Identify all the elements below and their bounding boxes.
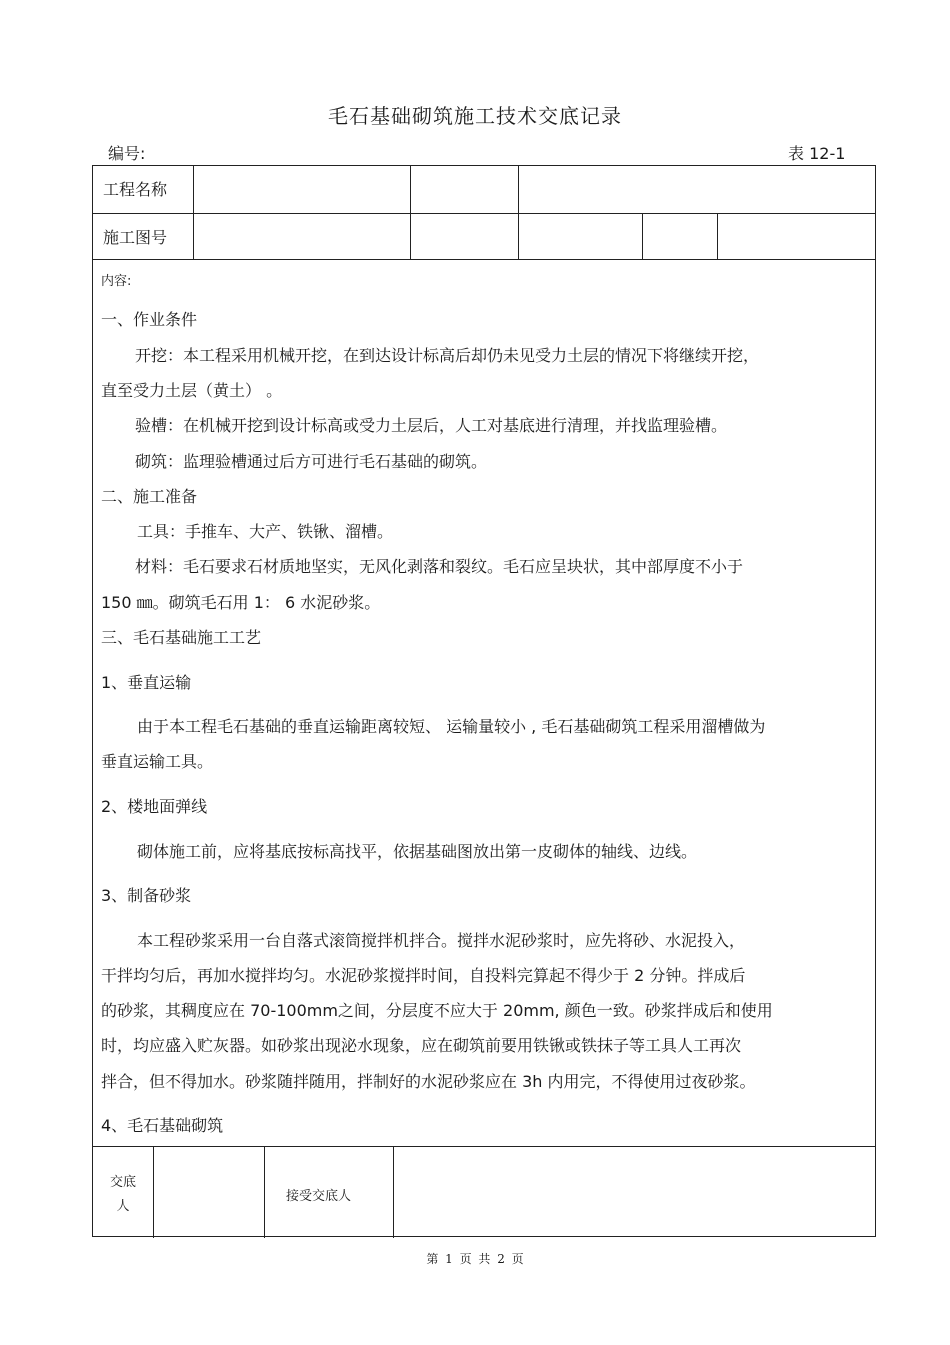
paragraph-line: 开挖：本工程采用机械开挖，在到达设计标高后却仍未见受力土层的情况下将继续开挖， — [135, 346, 760, 365]
paragraph-line: 拌合，但不得加水。砂浆随拌随用，拌制好的水泥砂浆应在 3h 内用完，不得使用过夜砂浆。 — [101, 1072, 756, 1091]
subsection-heading: 4、毛石基础砌筑 — [101, 1116, 224, 1135]
content-label: 内容: — [101, 274, 132, 289]
disclosure-table — [92, 165, 876, 1237]
paragraph-line: 150 ㎜。砌筑毛石用 1： 6 水泥砂浆。 — [101, 593, 381, 612]
paragraph-line: 本工程砂浆采用一台自落式滚筒搅拌机拌合。搅拌水泥砂浆时，应先将砂、水泥投入， — [137, 931, 746, 950]
paragraph-line: 砌体施工前，应将基底按标高找平，依据基础图放出第一皮砌体的轴线、边线。 — [137, 842, 698, 861]
section-heading: 二、施工准备 — [101, 487, 198, 506]
section-heading: 三、毛石基础施工工艺 — [101, 628, 262, 647]
paragraph-line: 直至受力土层（黄土） 。 — [101, 381, 283, 400]
column-divider — [410, 166, 411, 259]
receiver-signature-field[interactable] — [394, 1147, 875, 1237]
subsection-heading: 1、垂直运输 — [101, 673, 192, 692]
paragraph-line: 的砂浆，其稠度应在 70-100mm之间，分层度不应大于 20mm, 颜色一致。砂浆拌成后和使用 — [101, 1001, 773, 1020]
paragraph-line: 时，均应盛入贮灰器。如砂浆出现泌水现象，应在砌筑前要用铁锹或铁抹子等工具人工再次 — [101, 1036, 742, 1055]
paragraph-line: 验槽：在机械开挖到设计标高或受力土层后，人工对基底进行清理，并找监理验槽。 — [135, 416, 728, 435]
subsection-heading: 2、楼地面弹线 — [101, 797, 208, 816]
receiver-label: 接受交底人 — [286, 1189, 352, 1204]
page-footer: 第 1 页 共 2 页 — [426, 1252, 524, 1266]
subsection-heading: 3、制备砂浆 — [101, 886, 192, 905]
discloser-label: 交底人 — [109, 1175, 136, 1214]
column-divider — [642, 213, 643, 259]
drawing-number-field[interactable] — [194, 214, 409, 258]
project-name-field[interactable] — [194, 167, 409, 212]
discloser-signature-field[interactable] — [154, 1147, 263, 1237]
form-number: 表 12-1 — [788, 144, 846, 163]
row-divider — [93, 259, 875, 260]
paragraph-line: 干拌均匀后，再加水搅拌均匀。水泥砂浆搅拌时间，自投料完算起不得少于 2 分钟。拌成后 — [101, 966, 746, 985]
page-title: 毛石基础砌筑施工技术交底记录 — [328, 104, 622, 128]
paragraph-line: 由于本工程毛石基础的垂直运输距离较短、 运输量较小 , 毛石基础砌筑工程采用溜槽做为 — [137, 717, 766, 736]
serial-number-label: 编号: — [108, 144, 146, 163]
column-divider — [717, 213, 718, 259]
paragraph-line: 砌筑：监理验槽通过后方可进行毛石基础的砌筑。 — [135, 452, 488, 471]
project-name-label: 工程名称 — [103, 180, 168, 199]
project-name-extra-field[interactable] — [519, 167, 875, 212]
column-divider — [264, 1146, 265, 1238]
section-heading: 一、作业条件 — [101, 310, 198, 329]
paragraph-line: 垂直运输工具。 — [101, 752, 214, 771]
paragraph-line: 材料：毛石要求石材质地坚实，无风化剥落和裂纹。毛石应呈块状，其中部厚度不小于 — [135, 557, 744, 576]
drawing-number-label: 施工图号 — [103, 228, 168, 247]
paragraph-line: 工具：手推车、大产、铁锹、溜槽。 — [137, 522, 394, 541]
